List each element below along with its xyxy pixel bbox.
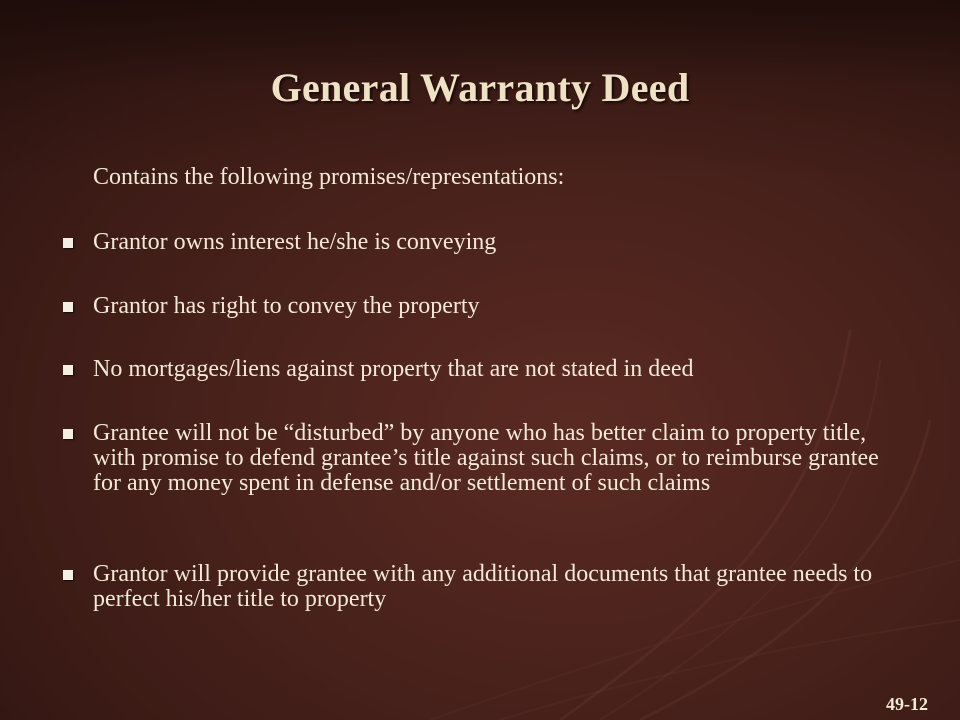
bullet-text: Grantee will not be “disturbed” by anyone who has better claim to property title, with promise to defend grantee’s title against such claims, or to reimburse grantee for any money spent in defense and/or settlement of such claims bbox=[93, 420, 879, 496]
bullet-item bbox=[60, 421, 910, 496]
square-bullet-icon bbox=[63, 429, 73, 439]
bullet-text: Grantor owns interest he/she is conveying bbox=[93, 229, 497, 255]
square-bullet-icon bbox=[63, 302, 73, 312]
slide-number: 49-12 bbox=[886, 694, 928, 714]
bullet-text: Grantor will provide grantee with any additional documents that grantee needs to perfect his/her title to property bbox=[93, 561, 873, 612]
bullet-text: Grantor has right to convey the property bbox=[93, 293, 480, 319]
bullet-text: No mortgages/liens against property that are not stated in deed bbox=[93, 356, 694, 382]
intro-text: Contains the following promises/representations: bbox=[93, 164, 565, 190]
bullet-item bbox=[60, 562, 910, 612]
bullet-item bbox=[60, 294, 910, 319]
bullet-item bbox=[60, 230, 910, 255]
slide-title: General Warranty Deed bbox=[270, 65, 690, 110]
bullet-item bbox=[60, 357, 910, 382]
square-bullet-icon bbox=[63, 238, 73, 248]
square-bullet-icon bbox=[63, 365, 73, 375]
square-bullet-icon bbox=[63, 570, 73, 580]
